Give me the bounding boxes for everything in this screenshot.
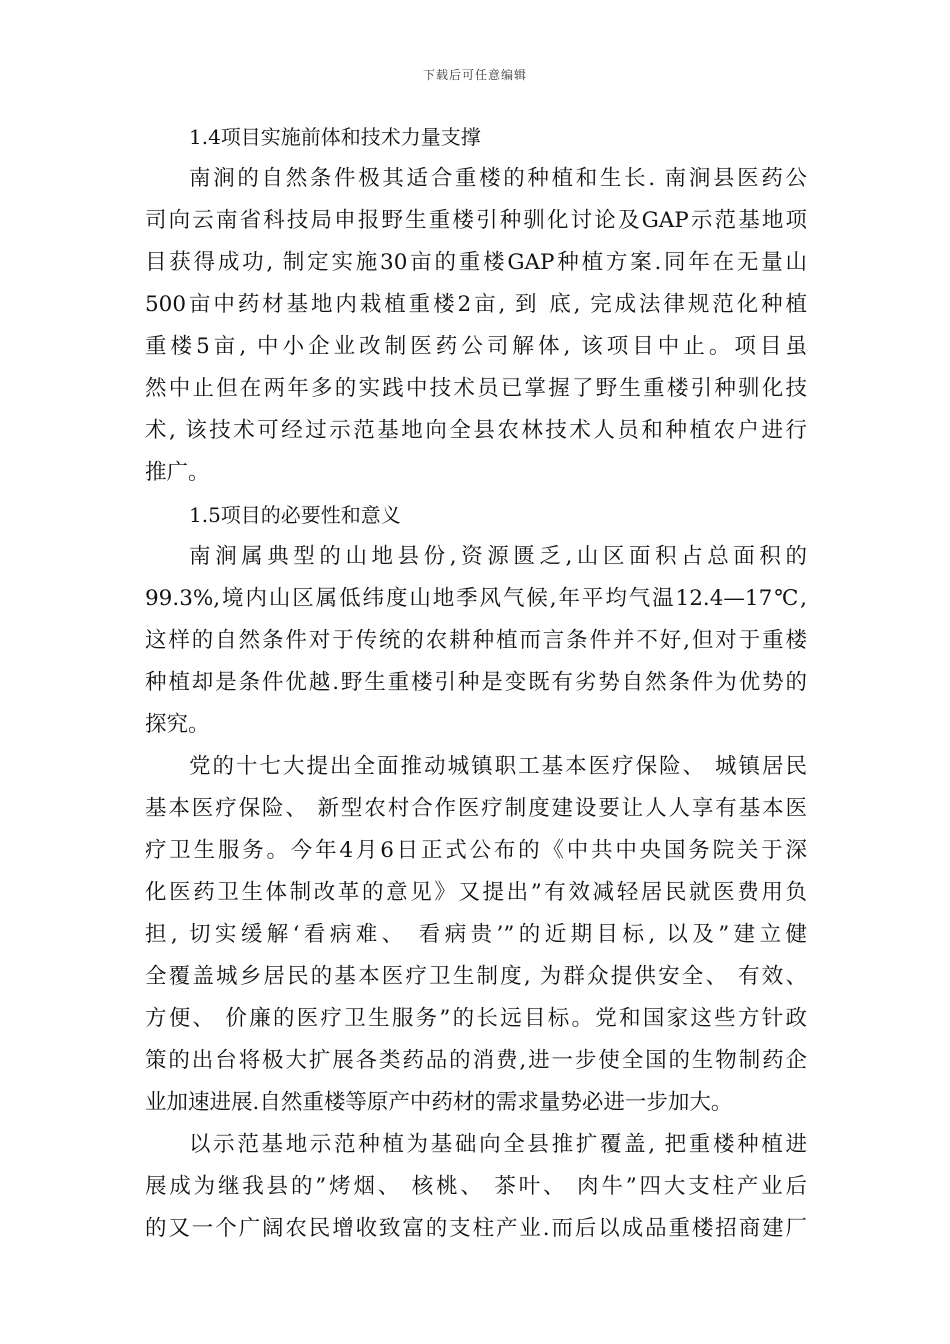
paragraph-line: 方便、 价廉的医疗卫生服务”的长远目标。党和国家这些方针政	[145, 1006, 807, 1031]
document-body	[145, 116, 807, 1250]
paragraph-line: 策的出台将极大扩展各类药品的消费,进一步使全国的生物制药企	[145, 1048, 807, 1073]
paragraph-line: 南涧的自然条件极其适合重楼的种植和生长. 南涧县医药公	[189, 166, 807, 191]
paragraph-line: 化医药卫生体制改革的意见》又提出”有效减轻居民就医费用负	[145, 880, 807, 905]
section-heading: 1.5项目的必要性和意义	[189, 503, 401, 527]
paragraph-line: 业加速进展.自然重楼等原产中药材的需求量势必进一步加大。	[145, 1090, 733, 1115]
paragraph-line: 展成为继我县的”烤烟、 核桃、 茶叶、 肉牛”四大支柱产业后	[145, 1174, 807, 1199]
paragraph-line: 司向云南省科技局申报野生重楼引种驯化讨论及GAP示范基地项	[145, 208, 807, 233]
paragraph-line: 的又一个广阔农民增收致富的支柱产业.而后以成品重楼招商建厂	[145, 1216, 807, 1241]
paragraph-line: 基本医疗保险、 新型农村合作医疗制度建设要让人人享有基本医	[145, 796, 807, 821]
paragraph-line: 以示范基地示范种植为基础向全县推扩覆盖, 把重楼种植进	[189, 1132, 807, 1157]
paragraph-line: 担, 切实缓解‘看病难、 看病贵’”的近期目标, 以及”建立健	[145, 922, 807, 947]
paragraph-line: 全覆盖城乡居民的基本医疗卫生制度, 为群众提供安全、 有效、	[145, 964, 807, 989]
paragraph-line: 党的十七大提出全面推动城镇职工基本医疗保险、 城镇居民	[189, 754, 807, 779]
paragraph-line: 目获得成功, 制定实施30亩的重楼GAP种植方案.同年在无量山	[145, 250, 807, 275]
paragraph-line: 99.3%,境内山区属低纬度山地季风气候,年平均气温12.4—17℃,	[145, 586, 807, 611]
paragraph-line: 推广。	[145, 460, 210, 485]
paragraph-line: 探究。	[145, 712, 210, 737]
paragraph-line: 500亩中药材基地内栽植重楼2亩, 到 底, 完成法律规范化种植	[145, 292, 807, 317]
paragraph-line: 南涧属典型的山地县份,资源匮乏,山区面积占总面积的	[189, 544, 807, 569]
page-header: 下载后可任意编辑	[422, 68, 527, 82]
paragraph-line: 重楼5亩, 中小企业改制医药公司解体, 该项目中止。项目虽	[145, 334, 807, 359]
paragraph-line: 疗卫生服务。今年4月6日正式公布的《中共中央国务院关于深	[145, 838, 807, 863]
section-heading: 1.4项目实施前体和技术力量支撑	[189, 125, 481, 149]
paragraph-line: 然中止但在两年多的实践中技术员已掌握了野生重楼引种驯化技	[145, 376, 807, 401]
paragraph-line: 种植却是条件优越.野生重楼引种是变既有劣势自然条件为优势的	[145, 670, 807, 695]
paragraph-line: 这样的自然条件对于传统的农耕种植而言条件并不好,但对于重楼	[145, 628, 807, 653]
paragraph-line: 术, 该技术可经过示范基地向全县农林技术人员和种植农户进行	[145, 418, 807, 443]
